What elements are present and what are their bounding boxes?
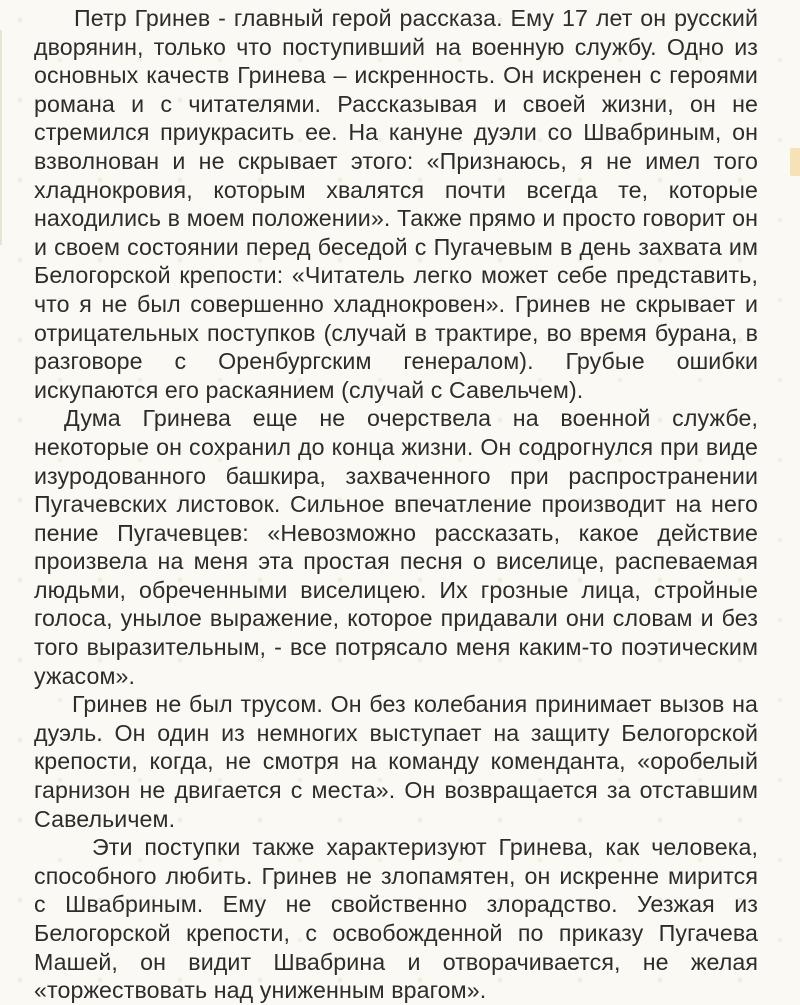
- paragraph-4: Эти поступки также характеризуют Гринева, как человека, способного любить. Гринев не злопамятен, он искренне мирится с Швабриным. Ему не свойственно злорадство. Уезжая из Белогорской крепости, с освобожденной по приказу Пугачева Машей, он видит Швабрина и отворачивается, не желая «торжествовать над униженным врагом».: [34, 834, 758, 1004]
- paragraph-3: Гринев не был трусом. Он без колебания принимает вызов на дуэль. Он один из немногих выступает на защиту Белогорской крепости, когда, не смотря на команду коменданта, «оробелый гарнизон не двигается с места». Он возвращается за отставшим Савельичем.: [34, 691, 758, 832]
- document-text: [34, 4, 758, 1005]
- page-edge-rule: [0, 30, 2, 245]
- paragraph-1: Петр Гринев - главный герой рассказа. Ему 17 лет он русский дворянин, только что поступивший на военную службу. Одно из основных качеств Гринева – искренность. Он искренен с героями романа и с читателями. Рассказывая и своей жизни, он не стремился приукрасить ее. На кануне дуэли со Швабриным, он взволнован и не скрывает этого: «Признаюсь, я не имел того хладнокровия, которым хвалятся почти всегда те, которые находились в моем положении». Также прямо и просто говорит он и своем состоянии перед беседой с Пугачевым в день захвата им Белогорской крепости: «Читатель легко может себе представить, что я не был совершенно хладнокровен». Гринев не скрывает и отрицательных поступков (случай в трактире, во время бурана, в разговоре с Оренбургским генералом). Грубые ошибки искупаются его раскаянием (случай с Савельчем).: [34, 5, 758, 403]
- page-edge-tab: [790, 148, 800, 176]
- paragraph-2: Дума Гринева еще не очерствела на военной службе, некоторые он сохранил до конца жизни. Он содрогнулся при виде изуродованного башкира, захваченного при распространении Пугачевских листовок. Сильное впечатление производит на него пение Пугачевцев: «Невозможно рассказать, какое действие произвела на меня эта простая песня о виселице, распеваемая людьми, обреченными виселицею. Их грозные лица, стройные голоса, унылое выражение, которое придавали они словам и без того выразительным, - все потрясало меня каким-то поэтическим ужасом».: [34, 405, 758, 689]
